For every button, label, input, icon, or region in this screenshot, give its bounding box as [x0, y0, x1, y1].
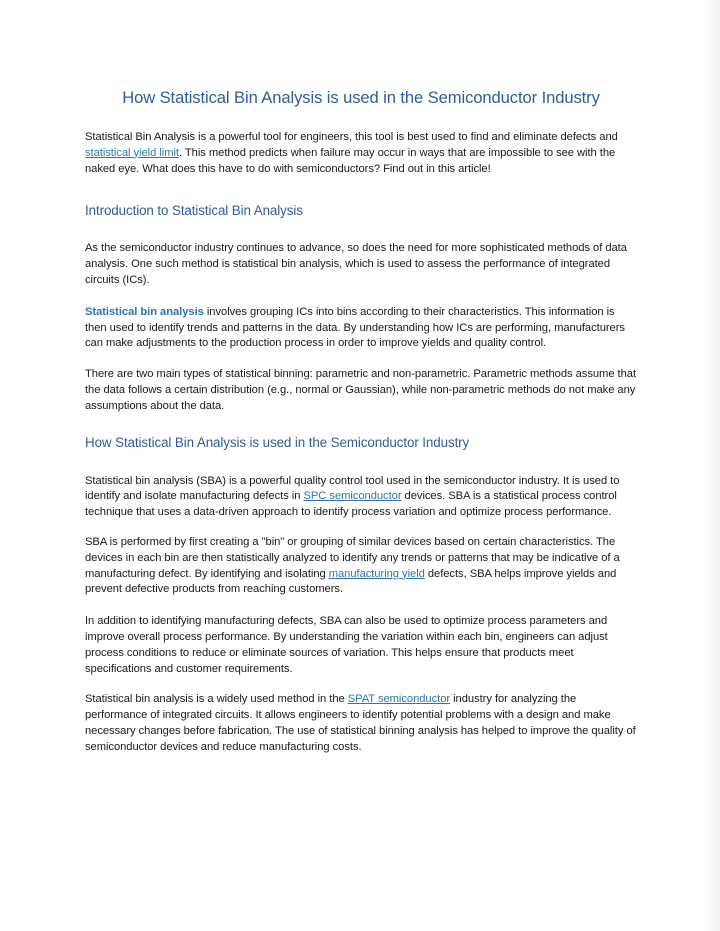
sba-performed-text-before-link: SBA is performed by first creating a "bin" or grouping of similar devices based on certain characteristics. The devices in each bin are then statistically analyzed to identify any trends or patterns that may be indicative of a manufacturing defect. By identifying and isolating	[85, 535, 620, 580]
section-heading-introduction: Introduction to Statistical Bin Analysis	[85, 203, 303, 219]
paragraph-sba-performed	[85, 535, 637, 598]
manufacturing-yield-link[interactable]: manufacturing yield	[328, 567, 425, 580]
paragraph-widely-used	[85, 692, 637, 755]
intro-paragraph	[85, 130, 637, 177]
spat-semiconductor-link[interactable]: SPAT semiconductor	[347, 693, 451, 706]
intro-text-before-link: Statistical Bin Analysis is a powerful tool for engineers, this tool is best used to find and eliminate defects and	[85, 131, 618, 143]
paragraph-sba-quality-control	[85, 474, 637, 521]
page-title: How Statistical Bin Analysis is used in the Semiconductor Industry	[122, 88, 600, 107]
statistical-yield-limit-link[interactable]: statistical yield limit	[85, 146, 179, 159]
document-body	[85, 0, 637, 756]
sba-quality-text-before-link: Statistical bin analysis (SBA) is a powerful quality control tool used in the semiconductor industry. It is used to identify and isolate manufacturing defects in	[85, 474, 620, 503]
widely-used-text-before-link: Statistical bin analysis is a widely used method in the	[85, 693, 348, 706]
spc-semiconductor-link[interactable]: SPC semiconductor	[303, 490, 402, 503]
paragraph-binning-types: There are two main types of statistical binning: parametric and non-parametric. Parametric methods assume that the data follows a certain distribution (e.g., normal or Gaussian), while non-parametric methods do not make any assumptions about the data.	[85, 368, 637, 412]
sba-performed-text-after-link: defects, SBA helps improve yields and prevent defective products from reaching customers.	[85, 567, 617, 596]
paragraph-optimize-process: In addition to identifying manufacturing defects, SBA can also be used to optimize process parameters and improve overall process performance. By understanding the variation within each bin, engineers can adjust process conditions to reduce or eliminate sources of variation. This helps ensure that products meet specifications and customer requirements.	[85, 615, 608, 675]
bin-grouping-text: involves grouping ICs into bins according to their characteristics. This information is then used to identify trends and patterns in the data. By understanding how ICs are performing, manufacturers can make adjustments to the production process in order to improve yields and quality control.	[85, 305, 625, 350]
section-heading-how-used: How Statistical Bin Analysis is used in the Semiconductor Industry	[85, 434, 470, 450]
page-edge-shadow	[704, 0, 720, 931]
paragraph-industry-advance: As the semiconductor industry continues to advance, so does the need for more sophisticated methods of data analysis. One such method is statistical bin analysis, which is used to assess the performance of integrated circuits (ICs).	[85, 242, 627, 286]
paragraph-bin-grouping	[85, 305, 637, 352]
statistical-bin-analysis-term: Statistical bin analysis	[85, 305, 204, 318]
widely-used-text-after-link: industry for analyzing the performance of integrated circuits. It allows engineers to identify potential problems with a design and make necessary changes before fabrication. The use of statistical binning analysis has helped to improve the quality of semiconductor devices and reduce manufacturing costs.	[85, 693, 636, 753]
intro-text-after-link: . This method predicts when failure may occur in ways that are impossible to see with the naked eye. What does this have to do with semiconductors? Find out in this article!	[85, 146, 616, 175]
sba-quality-text-after-link: devices. SBA is a statistical process control technique that uses a data-driven approach to identify process variation and optimize process performance.	[85, 490, 617, 519]
